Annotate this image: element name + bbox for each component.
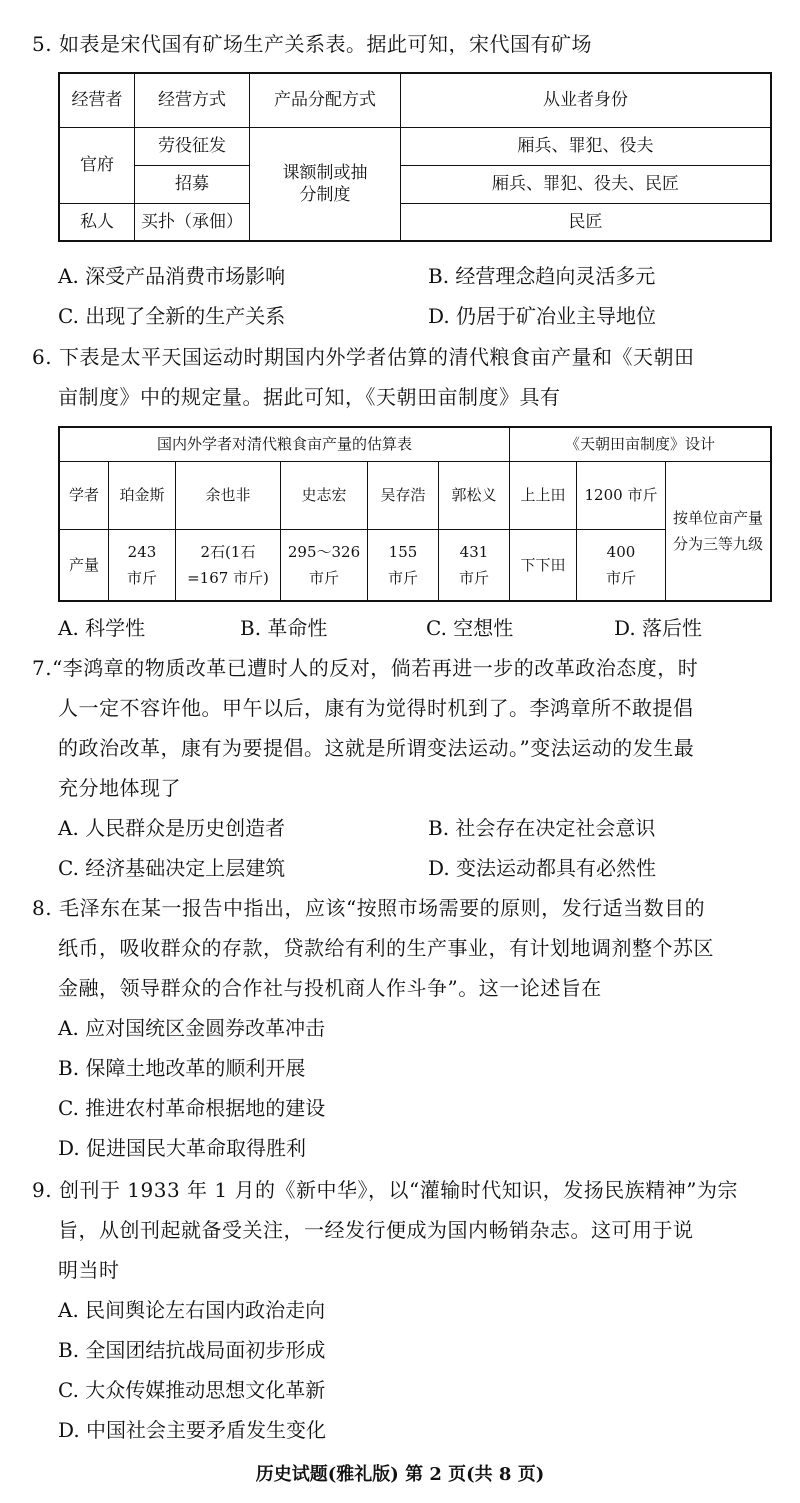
q6-scholar-5: 郭松义 bbox=[439, 461, 510, 529]
q6-stem-line1: 6. 下表是太平天国运动时期国内外学者估算的清代粮食亩产量和《天朝田 bbox=[32, 345, 695, 369]
q6-stem-line2: 亩制度》中的规定量。据此可知，《天朝田亩制度》具有 bbox=[58, 385, 561, 409]
q6-label-yield: 产量 bbox=[59, 529, 109, 601]
q6-amount-bottom bbox=[577, 529, 666, 601]
q8-option-a[interactable]: A. 应对国统区金圆券改革冲击 bbox=[58, 1016, 326, 1040]
q5-header-identity: 从业者身份 bbox=[401, 73, 772, 127]
q7-line4: 充分地体现了 bbox=[58, 776, 181, 800]
q9-option-a[interactable]: A. 民间舆论左右国内政治走向 bbox=[58, 1298, 326, 1322]
q7-option-d[interactable]: D. 变法运动都具有必然性 bbox=[428, 856, 657, 880]
q6-yield-3 bbox=[281, 529, 368, 601]
q6-scholar-1: 珀金斯 bbox=[109, 461, 176, 529]
q5-option-c[interactable]: C. 出现了全新的生产关系 bbox=[58, 304, 286, 328]
q6-field-top: 上上田 bbox=[510, 461, 577, 529]
q6-yield-5-bottom: 市斤 bbox=[458, 568, 489, 587]
q6-yield-2-bottom: =167 市斤) bbox=[187, 568, 269, 587]
q9-line2: 旨，从创刊起就备受关注，一经发行便成为国内畅销杂志。这可用于说 bbox=[58, 1218, 694, 1242]
q8-line1: 8. 毛泽东在某一报告中指出，应该“按照市场需要的原则，发行适当数目的 bbox=[32, 896, 706, 920]
q5-header-distribution: 产品分配方式 bbox=[250, 73, 401, 127]
q6-yield-1-top: 243 bbox=[127, 542, 157, 561]
q5-cell-lease: 买扑（承佃） bbox=[135, 203, 250, 241]
q6-amount-top: 1200 市斤 bbox=[577, 461, 666, 529]
q7-line2: 人一定不容许他。甲午以后，康有为觉得时机到了。李鸿章所不敢提倡 bbox=[58, 696, 694, 720]
q6-yield-5-top: 431 bbox=[459, 542, 489, 561]
q6-scholar-3: 史志宏 bbox=[281, 461, 368, 529]
q6-yield-2 bbox=[176, 529, 281, 601]
q6-header-right: 《天朝田亩制度》设计 bbox=[510, 427, 772, 461]
q6-note-line2: 分为三等九级 bbox=[672, 534, 763, 553]
q6-yield-1 bbox=[109, 529, 176, 601]
q6-field-bottom: 下下田 bbox=[510, 529, 577, 601]
q9-line3: 明当时 bbox=[58, 1258, 120, 1282]
q5-cell-distribution: 课额制或抽分制度 bbox=[250, 127, 401, 241]
q9-option-c[interactable]: C. 大众传媒推动思想文化革新 bbox=[58, 1378, 326, 1402]
q8-option-b[interactable]: B. 保障土地改革的顺利开展 bbox=[58, 1056, 306, 1080]
q6-scholar-4: 吴存浩 bbox=[368, 461, 439, 529]
q6-option-d[interactable]: D. 落后性 bbox=[614, 616, 703, 640]
q6-option-c[interactable]: C. 空想性 bbox=[426, 616, 514, 640]
page-footer: 历史试题(雅礼版) 第 2 页(共 8 页) bbox=[255, 1464, 545, 1485]
q6-yield-1-bottom: 市斤 bbox=[126, 568, 157, 587]
q6-note bbox=[666, 461, 772, 601]
q5-option-b[interactable]: B. 经营理念趋向灵活多元 bbox=[428, 264, 656, 288]
q5-header-operator: 经营者 bbox=[59, 73, 135, 127]
q5-cell-corvee: 劳役征发 bbox=[135, 127, 250, 165]
q6-table bbox=[58, 426, 772, 602]
q6-amount-bottom-top: 400 bbox=[606, 542, 636, 561]
q5-cell-private: 私人 bbox=[59, 203, 135, 241]
q5-cell-recruit: 招募 bbox=[135, 165, 250, 203]
q6-yield-3-top: 295～326 bbox=[287, 542, 361, 561]
q5-cell-identity3: 民匠 bbox=[401, 203, 772, 241]
q6-yield-4-bottom: 市斤 bbox=[387, 568, 418, 587]
q7-option-b[interactable]: B. 社会存在决定社会意识 bbox=[428, 816, 656, 840]
q7-line3: 的政治改革，康有为要提倡。这就是所谓变法运动。”变法运动的发生最 bbox=[58, 736, 695, 760]
q8-line3: 金融，领导群众的合作社与投机商人作斗争”。这一论述旨在 bbox=[58, 976, 602, 1000]
q6-option-b[interactable]: B. 革命性 bbox=[240, 616, 328, 640]
q6-yield-4 bbox=[368, 529, 439, 601]
q8-option-c[interactable]: C. 推进农村革命根据地的建设 bbox=[58, 1096, 326, 1120]
q9-option-b[interactable]: B. 全国团结抗战局面初步形成 bbox=[58, 1338, 326, 1362]
q5-cell-identity2: 厢兵、罪犯、役夫、民匠 bbox=[401, 165, 772, 203]
q6-yield-3-bottom: 市斤 bbox=[308, 568, 339, 587]
q8-line2: 纸币，吸收群众的存款，贷款给有利的生产事业，有计划地调剂整个苏区 bbox=[58, 936, 714, 960]
q5-stem: 5. 如表是宋代国有矿场生产关系表。据此可知，宋代国有矿场 bbox=[32, 32, 592, 56]
q6-scholar-2: 余也非 bbox=[176, 461, 281, 529]
q7-option-c[interactable]: C. 经济基础决定上层建筑 bbox=[58, 856, 286, 880]
q7-option-a[interactable]: A. 人民群众是历史创造者 bbox=[58, 816, 286, 840]
q6-option-a[interactable]: A. 科学性 bbox=[58, 616, 146, 640]
q6-yield-5 bbox=[439, 529, 510, 601]
q9-line1: 9. 创刊于 1933 年 1 月的《新中华》，以“灌输时代知识，发扬民族精神”为宗 bbox=[32, 1178, 738, 1202]
q6-amount-bottom-unit: 市斤 bbox=[605, 568, 636, 587]
q5-option-d[interactable]: D. 仍居于矿冶业主导地位 bbox=[428, 304, 657, 328]
q8-option-d[interactable]: D. 促进国民大革命取得胜利 bbox=[58, 1136, 307, 1160]
q6-note-line1: 按单位亩产量 bbox=[672, 508, 763, 527]
q6-label-scholar: 学者 bbox=[59, 461, 109, 529]
q6-header-left: 国内外学者对清代粮食亩产量的估算表 bbox=[59, 427, 510, 461]
q6-yield-4-top: 155 bbox=[388, 542, 418, 561]
q9-option-d[interactable]: D. 中国社会主要矛盾发生变化 bbox=[58, 1418, 327, 1442]
q5-option-a[interactable]: A. 深受产品消费市场影响 bbox=[58, 264, 286, 288]
q5-table bbox=[58, 72, 772, 242]
q5-cell-official: 官府 bbox=[59, 127, 135, 203]
q7-line1: 7.“李鸿章的物质改革已遭时人的反对，倘若再进一步的改革政治态度，时 bbox=[32, 656, 699, 680]
q6-yield-2-top: 2石(1石 bbox=[200, 542, 256, 561]
q5-cell-identity1: 厢兵、罪犯、役夫 bbox=[401, 127, 772, 165]
q5-header-mode: 经营方式 bbox=[135, 73, 250, 127]
